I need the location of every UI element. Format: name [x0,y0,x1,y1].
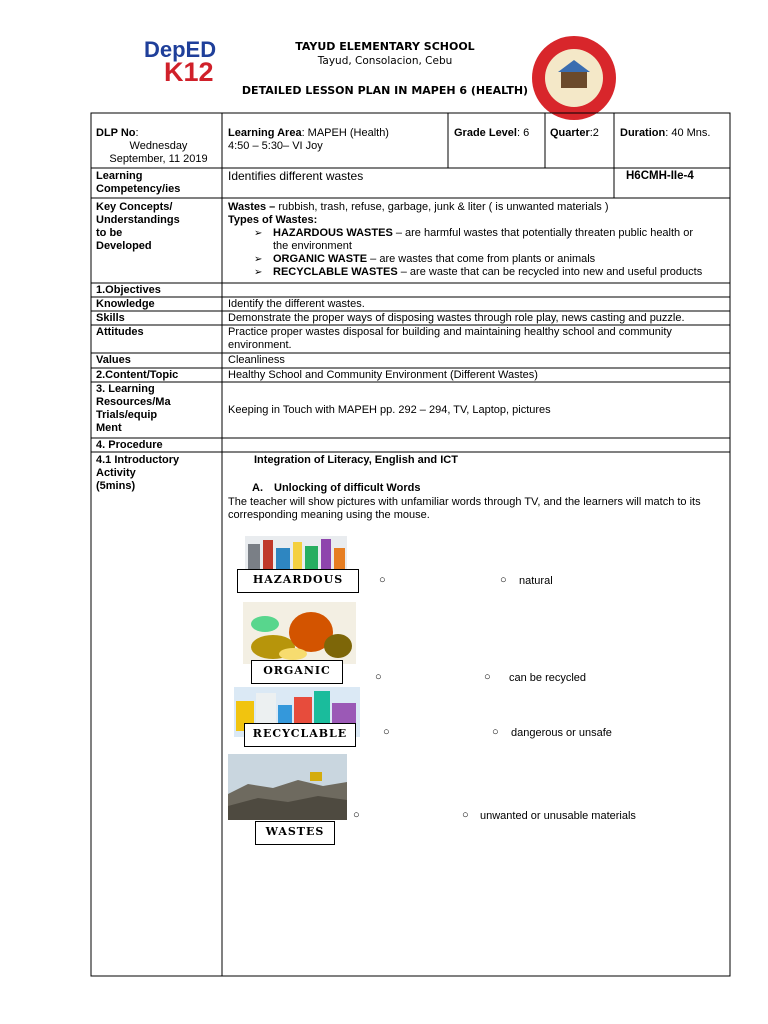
quarter-value: :2 [589,127,599,139]
skills-value: Demonstrate the proper ways of disposing wastes through role play, news casting and puzzle. [228,312,685,324]
word-card-hazardous[interactable]: HAZARDOUS [237,569,359,593]
values-label: Values [96,354,131,366]
match-dot-recyclable[interactable]: ○ [383,726,390,738]
key-concepts-content [228,201,726,279]
lesson-date: September, 11 2019 [109,153,208,165]
match-dot-hazardous[interactable]: ○ [379,574,386,586]
instruction-line-1: The teacher will show pictures with unfamiliar words through TV, and the learners will match to its [228,496,701,508]
waste-landfill-image [228,754,347,820]
school-name: TAYUD ELEMENTARY SCHOOL [295,40,475,53]
objectives-label: 1.Objectives [96,284,161,296]
resources-label [96,383,171,435]
types-heading: Types of Wastes: [228,214,318,226]
organic-waste-image [243,602,356,664]
hazardous-definition: – are harmful wastes that potentially threaten public health or [392,227,694,239]
competency-code: H6CMH-IIe-4 [626,170,694,182]
meaning-dangerous-or-unsafe: dangerous or unsafe [511,727,612,739]
meaning-can-be-recycled: can be recycled [509,672,587,684]
intro-activity-label [96,454,179,493]
resources-label-line-3: Trials/equip [96,409,158,421]
key-label-line-4: Developed [96,240,152,252]
attitudes-line-1: Practice proper wastes disposal for building and maintaining healthy school and community [228,326,672,338]
knowledge-value: Identify the different wastes. [228,298,365,310]
meaning-dot-dangerous[interactable]: ○ [492,726,499,738]
duration-label: Duration [620,127,666,139]
hazardous-products-image [245,536,347,571]
grade-level-label: Grade Level [454,127,517,139]
learning-area-label: Learning Area [228,127,302,139]
competency-label [96,170,180,196]
word-card-wastes[interactable]: WASTES [255,821,335,845]
learning-area-cell [228,127,443,153]
recyclable-definition: – are waste that can be recycled into new and useful products [397,266,703,278]
plan-title: DETAILED LESSON PLAN IN MAPEH 6 (HEALTH) [241,84,529,97]
instruction-line-2: corresponding meaning using the mouse. [228,509,430,521]
grade-level-value: : 6 [516,127,530,139]
key-label-line-3: to be [96,227,123,239]
meaning-dot-natural[interactable]: ○ [500,574,507,586]
recyclable-term: RECYCLABLE WASTES [273,266,398,278]
quarter-cell [550,127,599,140]
organic-term: ORGANIC WASTE [273,253,368,265]
procedure-label: 4. Procedure [96,439,163,451]
skills-label: Skills [96,312,125,324]
meaning-dot-unwanted[interactable]: ○ [462,809,469,821]
learning-area-value: : MAPEH (Health) [301,127,389,139]
competency-label-line-1: Learning [96,170,143,182]
knowledge-label: Knowledge [96,298,155,310]
bullet-arrow-icon: ➢ [254,228,263,239]
lesson-day: Wednesday [129,140,188,152]
resources-label-line-1: 3. Learning [96,383,155,395]
duration-cell [620,127,710,140]
integration-heading: Integration of Literacy, English and ICT [254,454,458,466]
resources-label-line-2: Resources/Ma [96,396,171,408]
competency-value: Identifies different wastes [228,169,364,183]
grade-level-cell [454,127,529,140]
activity-instruction [228,496,728,522]
match-dot-wastes[interactable]: ○ [353,809,360,821]
attitudes-line-2: environment. [228,339,292,351]
content-topic-label: 2.Content/Topic [96,369,179,381]
organic-definition: – are wastes that come from plants or animals [367,253,596,265]
key-label-line-1: Key Concepts/ [96,201,173,213]
intro-label-line-1: 4.1 Introductory [96,454,180,466]
section-title: Unlocking of difficult Words [274,482,421,494]
k12-logo-text: K12 [164,57,214,85]
intro-label-line-2: Activity [96,467,136,479]
intro-label-line-3: (5mins) [96,480,136,492]
resources-value: Keeping in Touch with MAPEH pp. 292 – 294, TV, Laptop, pictures [228,404,551,416]
key-label-line-2: Understandings [96,214,180,226]
values-value: Cleanliness [228,354,285,366]
resources-label-line-4: Ment [96,422,122,434]
attitudes-label: Attitudes [96,326,144,338]
bullet-arrow-icon: ➢ [254,254,263,265]
attitudes-value [228,326,728,352]
bullet-arrow-icon: ➢ [254,267,263,278]
meaning-natural: natural [519,575,553,587]
competency-label-line-2: Competency/ies [96,183,181,195]
hazardous-definition-cont: the environment [273,240,352,252]
dlp-number-cell [96,127,221,166]
key-concepts-label [96,201,180,253]
deped-logo-text: DepED [144,37,217,62]
quarter-label: Quarter [550,127,590,139]
word-card-recyclable[interactable]: RECYCLABLE [244,723,356,747]
content-topic-value: Healthy School and Community Environment (Different Wastes) [228,369,538,381]
time-section: 4:50 – 5:30– VI Joy [228,140,323,152]
wastes-term: Wastes – [228,201,276,213]
meaning-unwanted-materials: unwanted or unusable materials [480,810,636,822]
section-letter: A. [252,482,263,494]
meaning-dot-can-be-recycled[interactable]: ○ [484,671,491,683]
wastes-definition: rubbish, trash, refuse, garbage, junk & liter ( is unwanted materials ) [275,201,609,213]
school-address: Tayud, Consolacion, Cebu [317,55,453,67]
word-card-organic[interactable]: ORGANIC [251,660,343,684]
dlp-label: DLP No [96,127,136,139]
duration-value: : 40 Mns. [665,127,711,139]
dlp-colon: : [135,127,139,139]
hazardous-term: HAZARDOUS WASTES [273,227,393,239]
match-dot-organic[interactable]: ○ [375,671,382,683]
